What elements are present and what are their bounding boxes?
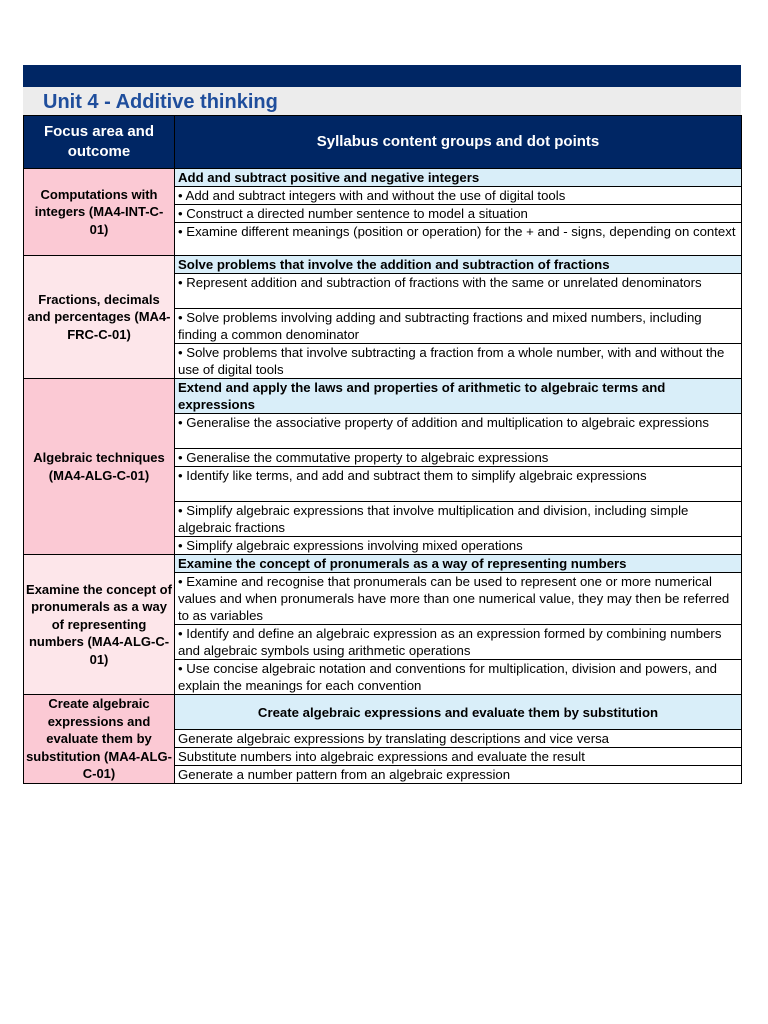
focus-area-cell: Computations with integers (MA4-INT-C-01)	[24, 169, 175, 256]
dot-point-cell: • Examine different meanings (position or operation) for the + and - signs, depending on context	[175, 223, 742, 256]
table-header-row	[24, 116, 742, 169]
table-row	[24, 379, 742, 414]
content-group-cell: Examine the concept of pronumerals as a way of representing numbers	[175, 555, 742, 573]
header-banner	[23, 65, 741, 87]
table-row	[24, 555, 742, 573]
focus-header: Focus area and outcome	[24, 116, 175, 169]
dot-point-cell: • Solve problems involving adding and subtracting fractions and mixed numbers, including finding a common denominator	[175, 309, 742, 344]
page-title: Unit 4 - Additive thinking	[43, 91, 278, 113]
table-row	[24, 695, 742, 730]
dot-point-cell: • Represent addition and subtraction of fractions with the same or unrelated denominators	[175, 274, 742, 309]
content-header: Syllabus content groups and dot points	[175, 116, 742, 169]
focus-area-cell: Examine the concept of pronumerals as a way of representing numbers (MA4-ALG-C-01)	[24, 555, 175, 695]
dot-point-cell: • Simplify algebraic expressions involving mixed operations	[175, 537, 742, 555]
focus-area-cell: Algebraic techniques (MA4-ALG-C-01)	[24, 379, 175, 555]
content-group-cell: Create algebraic expressions and evaluate them by substitution	[175, 695, 742, 730]
dot-point-cell: • Identify like terms, and add and subtract them to simplify algebraic expressions	[175, 467, 742, 502]
dot-point-cell: • Add and subtract integers with and without the use of digital tools	[175, 187, 742, 205]
content-group-cell: Solve problems that involve the addition and subtraction of fractions	[175, 256, 742, 274]
dot-point-cell: • Generalise the associative property of addition and multiplication to algebraic expressions	[175, 414, 742, 449]
dot-point-cell: • Use concise algebraic notation and conventions for multiplication, division and powers, and explain the meanings for each convention	[175, 660, 742, 695]
dot-point-cell: • Construct a directed number sentence to model a situation	[175, 205, 742, 223]
dot-point-cell: • Identify and define an algebraic expression as an expression formed by combining numbers and algebraic symbols using arithmetic operations	[175, 625, 742, 660]
focus-area-cell: Fractions, decimals and percentages (MA4-FRC-C-01)	[24, 256, 175, 379]
dot-point-cell: Generate a number pattern from an algebraic expression	[175, 766, 742, 784]
content-group-cell: Extend and apply the laws and properties of arithmetic to algebraic terms and expressions	[175, 379, 742, 414]
content-group-cell: Add and subtract positive and negative integers	[175, 169, 742, 187]
dot-point-cell: • Simplify algebraic expressions that involve multiplication and division, including simple algebraic fractions	[175, 502, 742, 537]
dot-point-cell: • Examine and recognise that pronumerals can be used to represent one or more numerical values and when pronumerals have more than one numerical value, they may then be referred to as variables	[175, 573, 742, 625]
syllabus-table	[23, 115, 742, 784]
dot-point-cell: Substitute numbers into algebraic expressions and evaluate the result	[175, 748, 742, 766]
dot-point-cell: • Generalise the commutative property to algebraic expressions	[175, 449, 742, 467]
table-row	[24, 169, 742, 187]
dot-point-cell: • Solve problems that involve subtracting a fraction from a whole number, with and without the use of digital tools	[175, 344, 742, 379]
dot-point-cell: Generate algebraic expressions by translating descriptions and vice versa	[175, 730, 742, 748]
focus-area-cell: Create algebraic expressions and evaluate them by substitution (MA4-ALG-C-01)	[24, 695, 175, 784]
table-row	[24, 256, 742, 274]
title-bar	[23, 87, 741, 115]
